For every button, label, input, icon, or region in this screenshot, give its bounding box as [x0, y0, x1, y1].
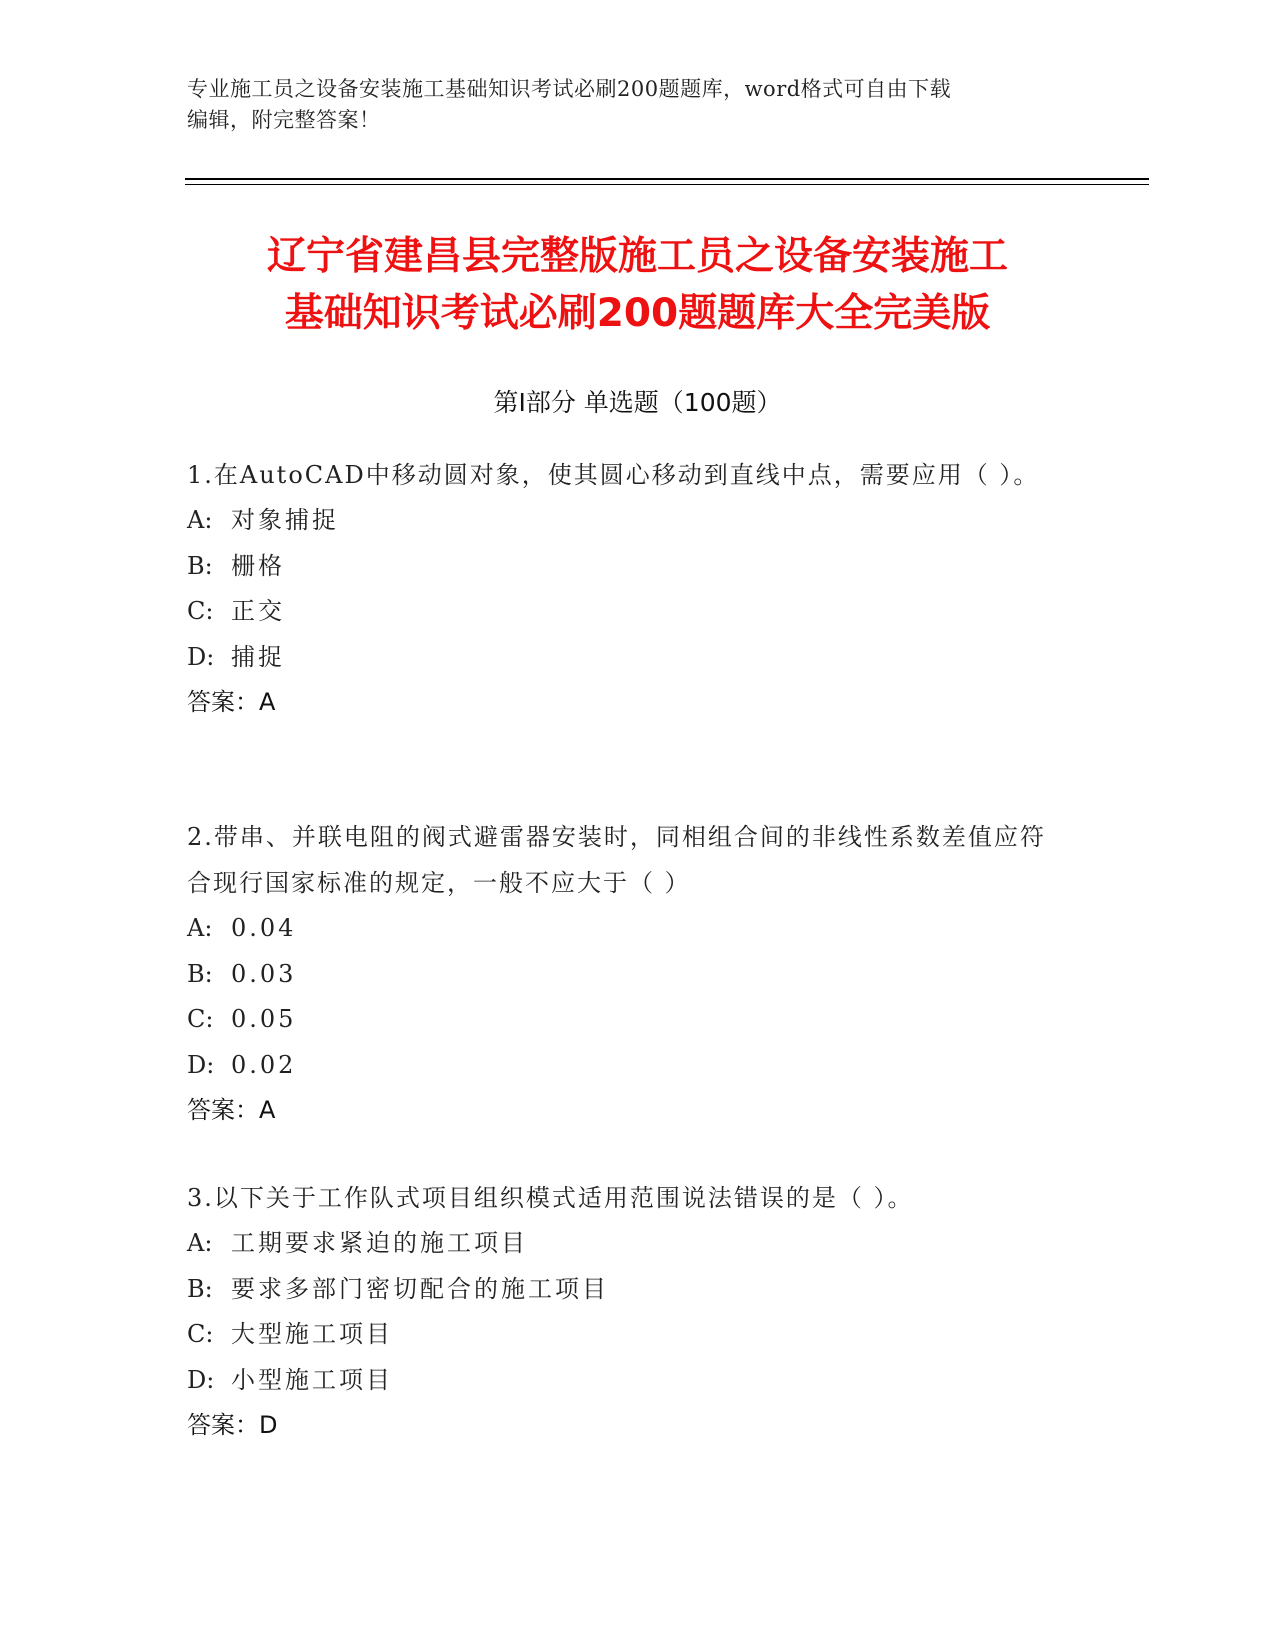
option-letter: A:	[187, 914, 213, 942]
option-b	[187, 1267, 1067, 1313]
document-title	[160, 228, 1115, 342]
option-text: 要求多部门密切配合的施工项目	[231, 1274, 609, 1303]
question-stem: 3.以下关于工作队式项目组织模式适用范围说法错误的是（ ）。	[187, 1184, 914, 1212]
answer-line: 答案：A	[187, 1096, 276, 1124]
option-letter: A:	[187, 506, 213, 534]
answer-line: 答案：A	[187, 688, 276, 716]
option-text: 0.03	[231, 959, 297, 988]
option-b	[187, 544, 1067, 590]
option-letter: D:	[187, 642, 215, 671]
question-2	[187, 814, 1067, 1134]
option-text: 0.02	[231, 1050, 297, 1079]
option-d	[187, 1043, 1067, 1089]
option-letter: A:	[187, 1229, 213, 1257]
option-text: 0.04	[231, 914, 297, 942]
question-1	[187, 452, 1067, 726]
option-letter: C:	[187, 1005, 214, 1033]
header-note-line2: 编辑，附完整答案！	[187, 108, 381, 132]
option-text: 大型施工项目	[231, 1320, 393, 1348]
option-d	[187, 1358, 1067, 1404]
question-3	[187, 1175, 1067, 1449]
option-text: 对象捕捉	[231, 506, 339, 534]
question-stem: 1.在AutoCAD中移动圆对象，使其圆心移动到直线中点，需要应用（ ）。	[187, 461, 1040, 489]
option-letter: C:	[187, 597, 214, 625]
answer-line: 答案：D	[187, 1411, 278, 1439]
option-text: 0.05	[231, 1005, 297, 1033]
option-text: 工期要求紧迫的施工项目	[231, 1229, 528, 1257]
option-a	[187, 906, 1067, 952]
option-a	[187, 498, 1067, 544]
option-letter: B:	[187, 1274, 213, 1303]
option-c	[187, 1312, 1067, 1358]
document-title-line2: 基础知识考试必刷200题题库大全完美版	[284, 291, 991, 336]
option-b	[187, 952, 1067, 998]
header-note	[187, 74, 1087, 136]
option-text: 小型施工项目	[231, 1365, 393, 1394]
document-title-line1: 辽宁省建昌县完整版施工员之设备安装施工	[266, 234, 1008, 279]
header-note-line1: 专业施工员之设备安装施工基础知识考试必刷200题题库，word格式可自由下载	[187, 77, 952, 101]
option-letter: B:	[187, 551, 213, 580]
question-stem: 2.带串、并联电阻的阀式避雷器安装时，同相组合间的非线性系数差值应符合现行国家标准的规定，一般不应大于（ ）	[187, 823, 1046, 897]
option-text: 栅格	[231, 551, 285, 580]
header-divider-thick	[185, 178, 1149, 180]
header-divider-thin	[185, 184, 1149, 185]
option-letter: C:	[187, 1320, 214, 1348]
option-letter: D:	[187, 1365, 215, 1394]
option-text: 正交	[231, 597, 285, 625]
section-heading: 第Ⅰ部分 单选题（100题）	[493, 388, 782, 417]
option-d	[187, 635, 1067, 681]
option-letter: D:	[187, 1050, 215, 1079]
option-text: 捕捉	[231, 642, 285, 671]
option-c	[187, 589, 1067, 635]
option-c	[187, 997, 1067, 1043]
option-letter: B:	[187, 959, 213, 988]
option-a	[187, 1221, 1067, 1267]
